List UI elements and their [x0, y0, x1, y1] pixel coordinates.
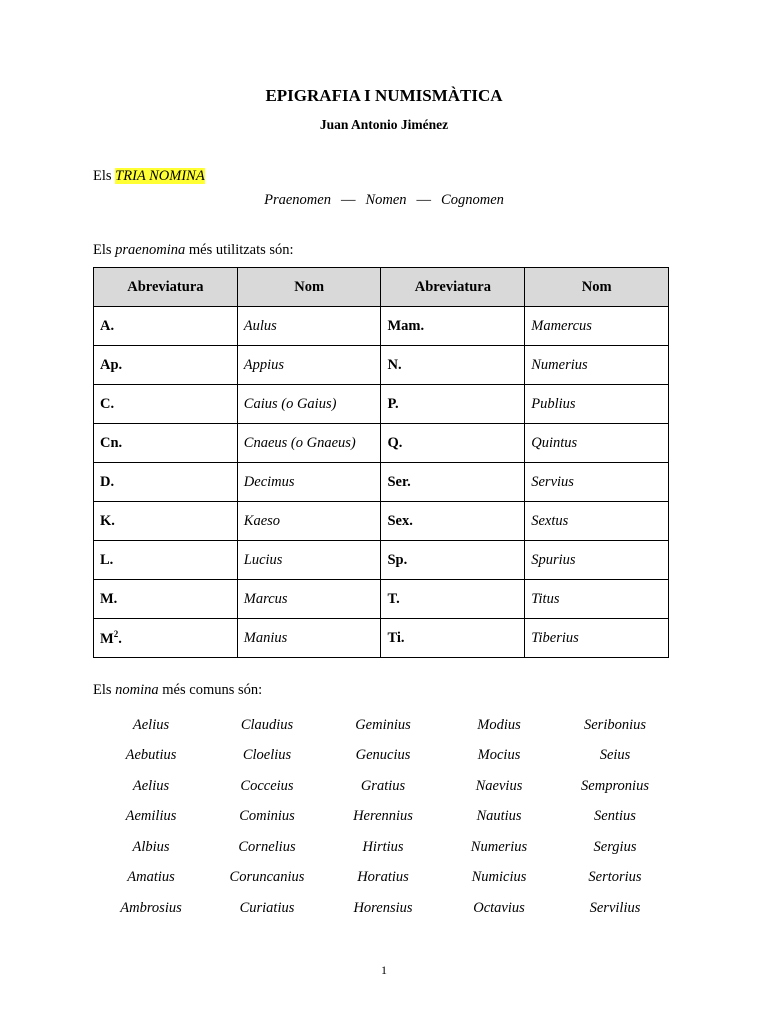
footnote-marker: 2 — [113, 628, 119, 639]
section-heading-prefix: Els — [93, 168, 116, 184]
nomen-item: Sergius — [593, 838, 637, 855]
list-row — [93, 863, 673, 894]
abbreviation-cell — [94, 619, 238, 658]
nomen-item: Cornelius — [238, 838, 296, 855]
abbreviation-cell: Cn. — [94, 424, 238, 463]
abbreviation-cell: L. — [94, 541, 238, 580]
name-cell: Marcus — [237, 580, 381, 619]
nomen-item: Seribonius — [583, 716, 647, 733]
nomen-item: Naevius — [475, 777, 523, 794]
nomen-item: Amatius — [127, 869, 175, 886]
abbreviation-cell: C. — [94, 385, 238, 424]
nomen-item: Servilius — [589, 899, 641, 916]
nomen-item: Aelius — [132, 777, 170, 794]
abbreviation-cell: Ap. — [94, 346, 238, 385]
table-row — [94, 502, 669, 541]
nomen-item: Cocceius — [240, 777, 294, 794]
nomina-intro — [93, 682, 262, 699]
abbreviation-cell: Ti. — [381, 619, 525, 658]
name-cell: Manius — [237, 619, 381, 658]
nomen-item: Coruncanius — [229, 869, 305, 886]
nomen-item: Aebutius — [125, 747, 177, 764]
abbreviation-cell: Sp. — [381, 541, 525, 580]
formula-term: Nomen — [365, 192, 407, 208]
column-header: Nom — [237, 268, 381, 307]
nomen-item: Albius — [132, 838, 170, 855]
intro-emphasis: nomina — [115, 682, 159, 698]
column-header: Abreviatura — [94, 268, 238, 307]
table-row — [94, 619, 669, 658]
name-cell: Caius (o Gaius) — [237, 385, 381, 424]
name-cell: Servius — [525, 463, 669, 502]
intro-text: Els — [93, 682, 116, 698]
table-header-row — [94, 268, 669, 307]
formula-separator: — — [416, 192, 432, 208]
name-cell: Aulus — [237, 307, 381, 346]
table-row — [94, 541, 669, 580]
abbreviation-cell: M. — [94, 580, 238, 619]
name-cell: Lucius — [237, 541, 381, 580]
name-cell: Numerius — [525, 346, 669, 385]
name-cell: Appius — [237, 346, 381, 385]
section-heading — [93, 166, 205, 186]
table-row — [94, 463, 669, 502]
nomen-item: Genucius — [355, 747, 411, 764]
abbreviation-cell: T. — [381, 580, 525, 619]
nomen-item: Nautius — [476, 808, 522, 825]
abbreviation-suffix: . — [118, 630, 122, 647]
section-heading-highlight — [115, 168, 205, 184]
document-title: EPIGRAFIA I NUMISMÀTICA — [265, 86, 503, 105]
nomen-item: Sempronius — [581, 777, 649, 794]
list-row — [93, 832, 673, 863]
formula-term: Praenomen — [264, 192, 331, 208]
intro-text: més comuns són: — [158, 682, 263, 698]
nomen-item: Aelius — [132, 716, 170, 733]
name-cell: Sextus — [525, 502, 669, 541]
table-row — [94, 307, 669, 346]
abbreviation-cell: A. — [94, 307, 238, 346]
nomen-item: Numicius — [471, 869, 527, 886]
table-row — [94, 346, 669, 385]
list-row — [93, 893, 673, 924]
abbreviation-cell: N. — [381, 346, 525, 385]
naming-formula — [0, 192, 768, 209]
abbreviation-cell: D. — [94, 463, 238, 502]
tria-nomina-label: TRIA NOMINA — [115, 168, 205, 184]
abbreviation-text: M — [100, 630, 114, 647]
column-header: Abreviatura — [381, 268, 525, 307]
nomen-item: Cloelius — [242, 747, 292, 764]
nomen-item: Sertorius — [588, 869, 642, 886]
abbreviation-cell: Ser. — [381, 463, 525, 502]
nomen-item: Aemilius — [125, 808, 177, 825]
nomen-item: Horensius — [353, 899, 413, 916]
nomina-list — [93, 710, 673, 924]
list-row — [93, 741, 673, 772]
nomen-item: Modius — [477, 716, 521, 733]
name-cell: Quintus — [525, 424, 669, 463]
praenomina-table — [93, 267, 669, 658]
nomen-item: Geminius — [355, 716, 411, 733]
nomen-item: Sentius — [594, 808, 636, 825]
table-row — [94, 580, 669, 619]
name-cell: Spurius — [525, 541, 669, 580]
abbreviation-cell: Mam. — [381, 307, 525, 346]
list-row — [93, 802, 673, 833]
nomen-item: Mocius — [477, 747, 521, 764]
name-cell: Publius — [525, 385, 669, 424]
abbreviation-cell: Sex. — [381, 502, 525, 541]
formula-separator: — — [340, 192, 356, 208]
name-cell: Decimus — [237, 463, 381, 502]
name-cell: Kaeso — [237, 502, 381, 541]
abbreviation-cell: P. — [381, 385, 525, 424]
nomen-item: Horatius — [357, 869, 409, 886]
author-name: Juan Antonio Jiménez — [319, 117, 449, 132]
table-row — [94, 424, 669, 463]
nomen-item: Numerius — [470, 838, 528, 855]
nomen-item: Seius — [599, 747, 631, 764]
nomen-item: Ambrosius — [120, 899, 182, 916]
name-cell: Cnaeus (o Gnaeus) — [237, 424, 381, 463]
table-row — [94, 385, 669, 424]
intro-text: més utilitzats són: — [185, 242, 294, 258]
column-header: Nom — [525, 268, 669, 307]
praenomina-intro — [93, 242, 294, 259]
nomen-item: Cominius — [239, 808, 295, 825]
name-cell: Titus — [525, 580, 669, 619]
intro-emphasis: praenomina — [115, 242, 186, 258]
nomen-item: Octavius — [473, 899, 525, 916]
abbreviation-cell: Q. — [381, 424, 525, 463]
name-cell: Mamercus — [525, 307, 669, 346]
list-row — [93, 710, 673, 741]
intro-text: Els — [93, 242, 116, 258]
nomen-item: Hirtius — [362, 838, 404, 855]
name-cell: Tiberius — [525, 619, 669, 658]
list-row — [93, 771, 673, 802]
nomen-item: Claudius — [240, 716, 294, 733]
nomen-item: Gratius — [360, 777, 406, 794]
formula-term: Cognomen — [441, 192, 504, 208]
nomen-item: Curiatius — [239, 899, 295, 916]
abbreviation-cell: K. — [94, 502, 238, 541]
page-number: 1 — [381, 963, 387, 977]
nomen-item: Herennius — [353, 808, 413, 825]
